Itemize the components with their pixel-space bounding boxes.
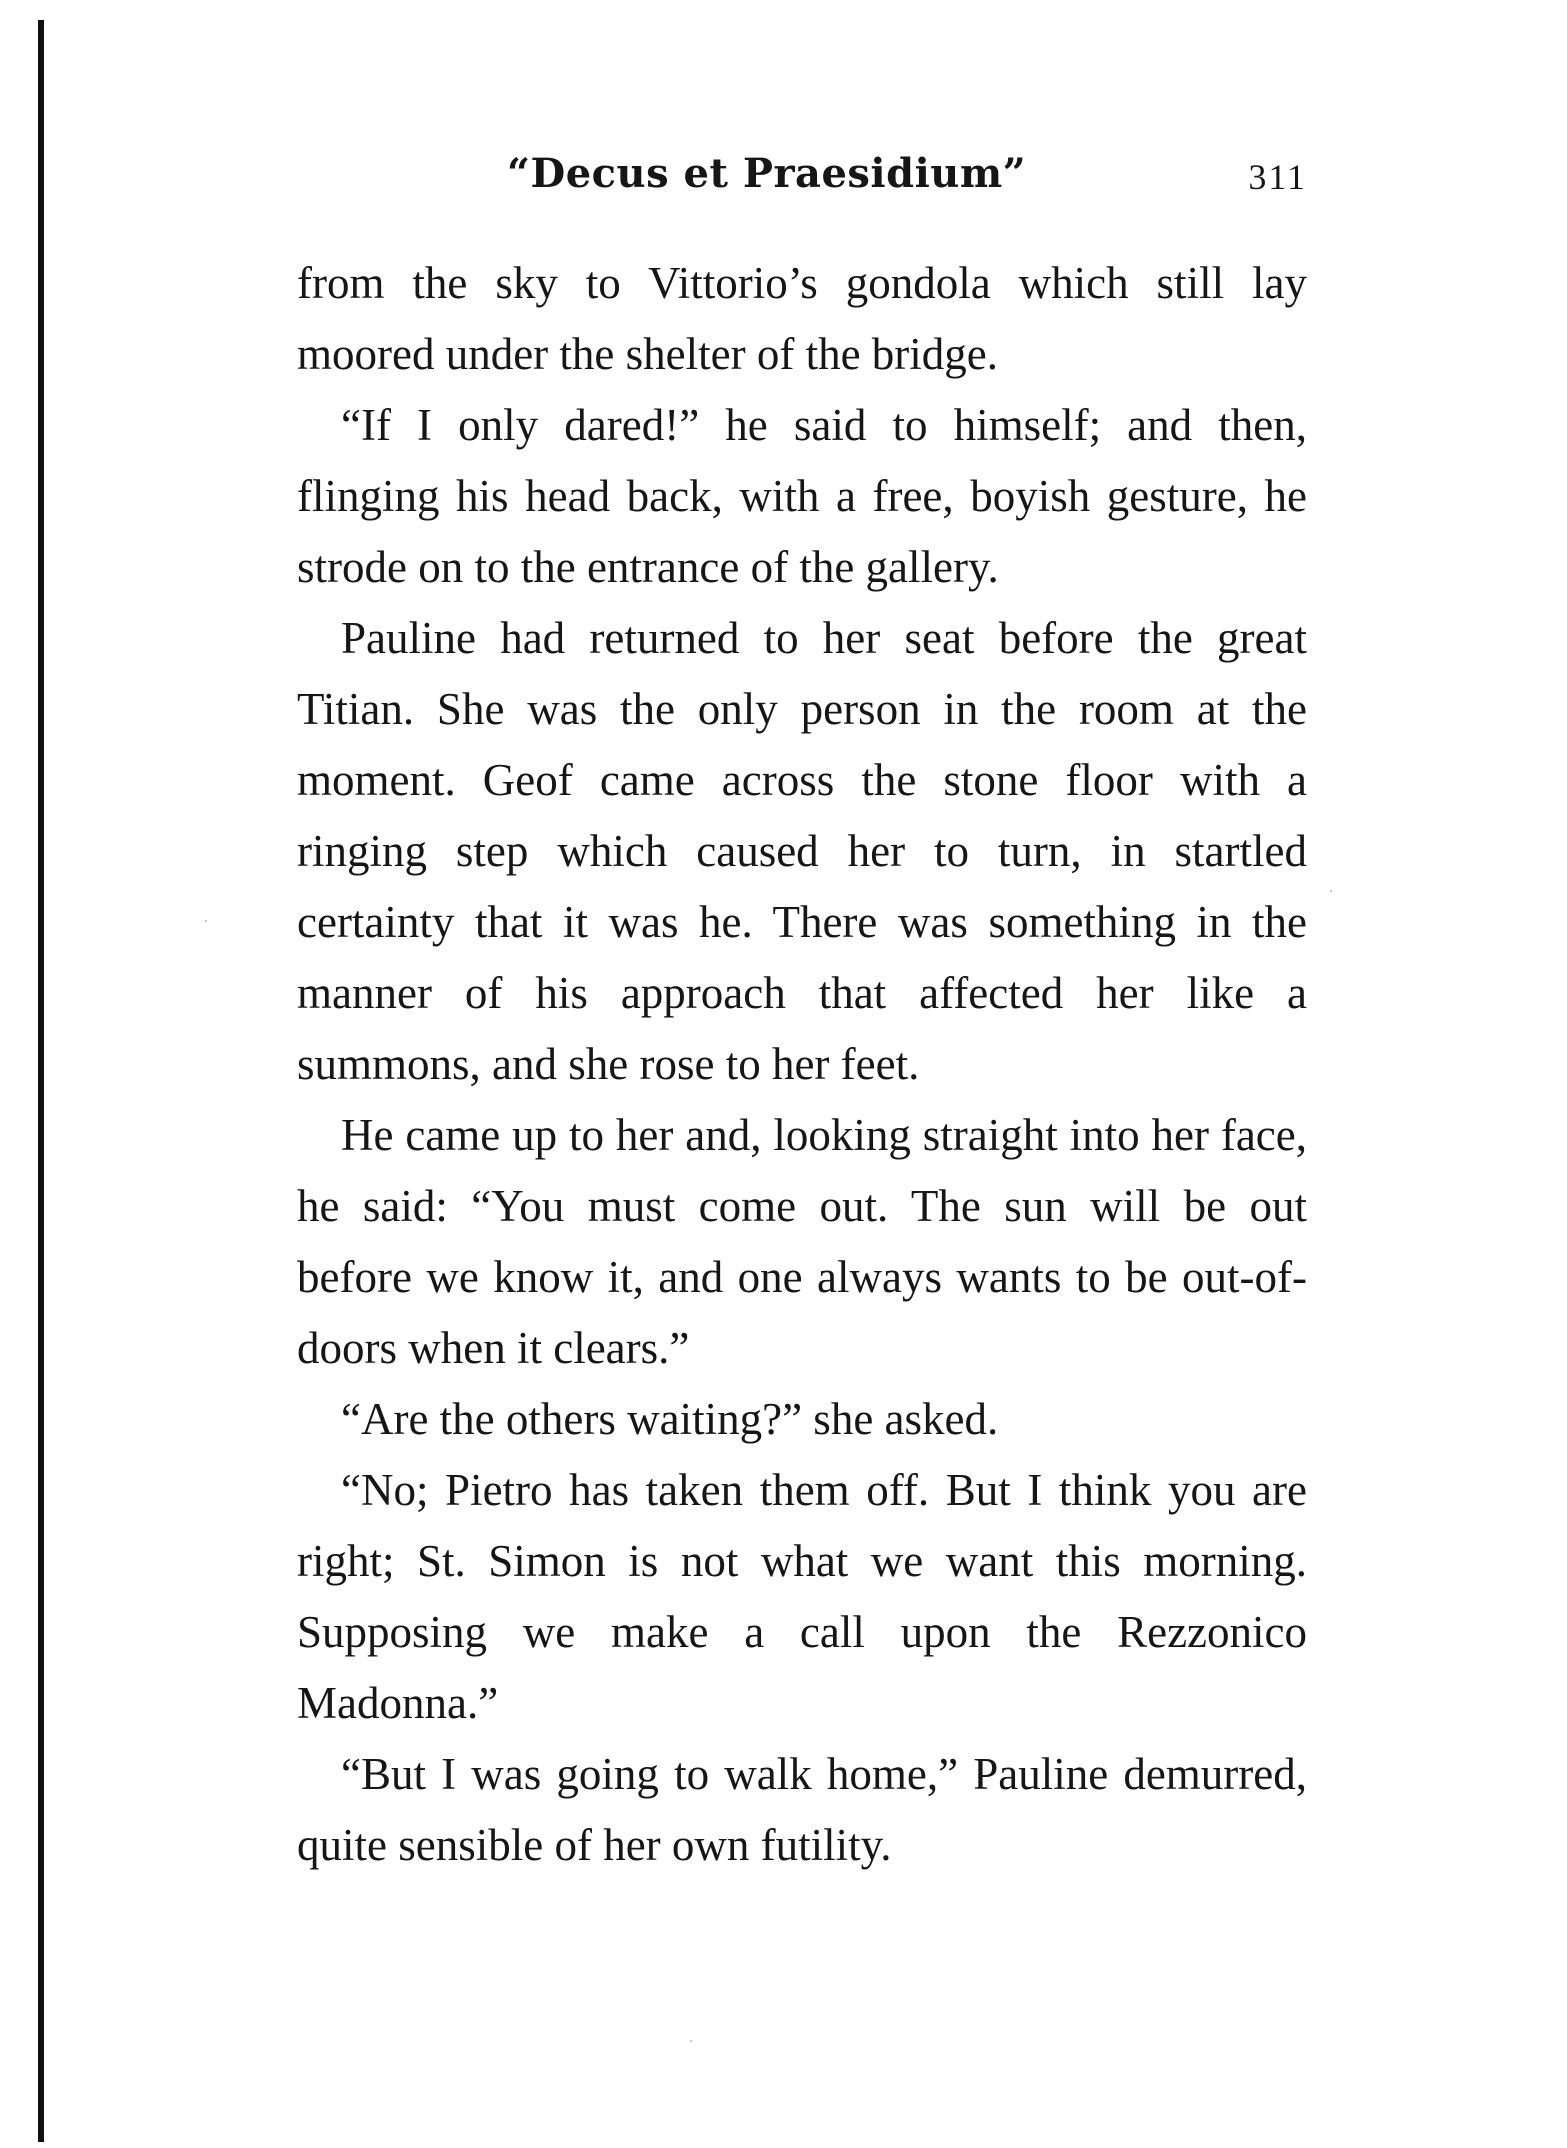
- paragraph-5: “Are the others waiting?” she asked.: [341, 1394, 999, 1444]
- paper-speck: [1330, 890, 1332, 892]
- paper-speck: [205, 920, 207, 922]
- running-header: [297, 150, 1307, 210]
- paragraph-2: “If I only dared!” he said to himself; and then, flinging his head back, with a free, boyish gesture, he strode on to the entrance of the gallery.: [297, 400, 1307, 592]
- running-title: “Decus et Praesidium”: [507, 150, 1027, 197]
- body-text: [297, 248, 1307, 1881]
- page-number: 311: [1248, 157, 1307, 197]
- paragraph-7: “But I was going to walk home,” Pauline demurred, quite sensible of her own futility.: [297, 1749, 1307, 1870]
- paragraph-4: He came up to her and, looking straight into her face, he said: “You must come out. The sun will be out before we know it, and one always wants to be out-of-doors when it clears.”: [297, 1110, 1307, 1373]
- paragraph-6: “No; Pietro has taken them off. But I think you are right; St. Simon is not what we want this morning. Supposing we make a call upon the Rezzonico Madonna.”: [297, 1465, 1307, 1728]
- paper-speck: [690, 2040, 692, 2042]
- paragraph-3: Pauline had returned to her seat before the great Titian. She was the only person in the room at the moment. Geof came across the stone floor with a ringing step which caused her to turn, in startled certainty that it was he. There was something in the manner of his approach that affected her like a summons, and she rose to her feet.: [297, 613, 1307, 1089]
- paragraph-1: from the sky to Vittorio’s gondola which still lay moored under the shelter of the bridge.: [297, 258, 1307, 379]
